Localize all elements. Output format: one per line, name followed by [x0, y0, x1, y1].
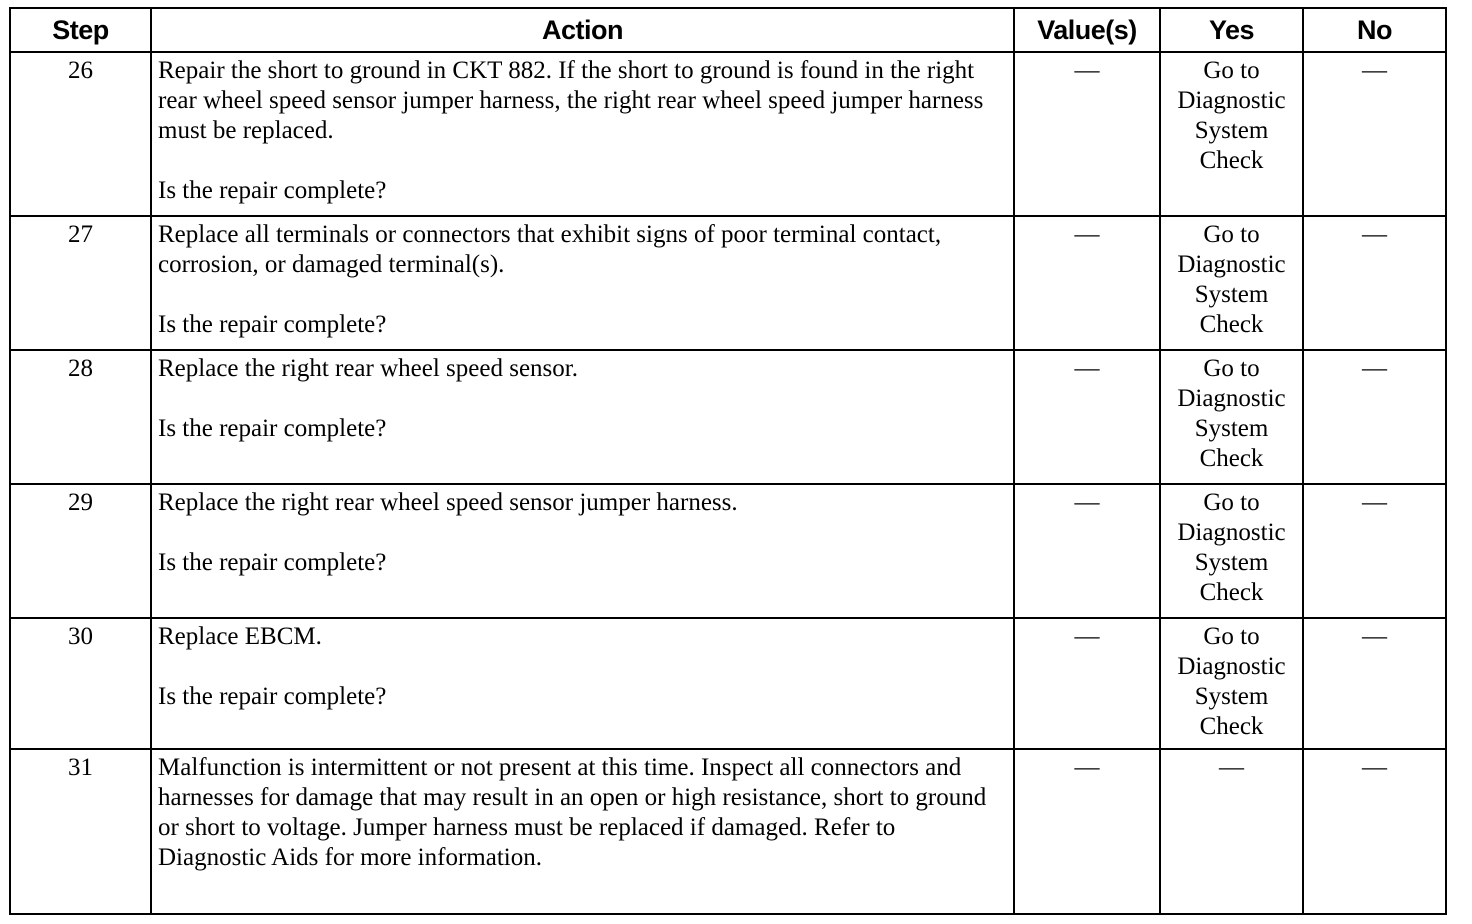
yes-line: Check — [1199, 445, 1264, 472]
yes-line: Diagnostic — [1177, 653, 1286, 680]
action-text: Replace the right rear wheel speed sensor jumper harness. — [158, 489, 738, 516]
action-text: Malfunction is intermittent or not present at this time. Inspect all connectors and harnesses for damage that may result in an open or high resistance, short to ground or short to voltage. Jumper harness must be replaced if damaged. Refer to Diagnostic Aids for more information. — [158, 754, 987, 871]
step-number: 31 — [10, 749, 151, 914]
header-action: Action — [151, 8, 1014, 52]
action-cell — [151, 350, 1014, 484]
no-cell: — — [1303, 216, 1446, 350]
action-text: Replace EBCM. — [158, 623, 322, 650]
value-cell: — — [1014, 484, 1160, 618]
yes-line: Go to — [1203, 489, 1260, 516]
value-cell: — — [1014, 749, 1160, 914]
yes-line: System — [1194, 415, 1269, 442]
yes-cell — [1160, 216, 1303, 350]
action-question: Is the repair complete? — [158, 549, 387, 576]
action-cell — [151, 484, 1014, 618]
table-row — [10, 52, 1446, 216]
no-cell: — — [1303, 350, 1446, 484]
step-number: 27 — [10, 216, 151, 350]
step-number: 29 — [10, 484, 151, 618]
yes-line: Diagnostic — [1177, 385, 1286, 412]
value-cell: — — [1014, 618, 1160, 749]
no-cell: — — [1303, 749, 1446, 914]
yes-line: Diagnostic — [1177, 519, 1286, 546]
yes-line: Go to — [1203, 355, 1260, 382]
diagnostic-table — [9, 7, 1447, 915]
header-step: Step — [10, 8, 151, 52]
yes-line: Diagnostic — [1177, 87, 1286, 114]
yes-line: Check — [1199, 713, 1264, 740]
no-cell: — — [1303, 52, 1446, 216]
yes-cell — [1160, 350, 1303, 484]
header-no: No — [1303, 8, 1446, 52]
yes-cell — [1160, 749, 1303, 914]
action-cell — [151, 749, 1014, 914]
yes-line: Check — [1199, 147, 1264, 174]
yes-line: Check — [1199, 311, 1264, 338]
yes-line: Diagnostic — [1177, 251, 1286, 278]
value-cell: — — [1014, 350, 1160, 484]
step-number: 26 — [10, 52, 151, 216]
no-cell: — — [1303, 484, 1446, 618]
action-text: Replace all terminals or connectors that exhibit signs of poor terminal contact, corrosion, or damaged terminal(s). — [158, 221, 942, 278]
yes-line: System — [1194, 117, 1269, 144]
yes-cell — [1160, 484, 1303, 618]
step-number: 28 — [10, 350, 151, 484]
yes-line: System — [1194, 683, 1269, 710]
action-text: Replace the right rear wheel speed sensor. — [158, 355, 578, 382]
action-question: Is the repair complete? — [158, 311, 387, 338]
yes-line: System — [1194, 549, 1269, 576]
table-row — [10, 216, 1446, 350]
yes-line: Go to — [1203, 221, 1260, 248]
value-cell: — — [1014, 52, 1160, 216]
yes-cell — [1160, 618, 1303, 749]
action-cell — [151, 52, 1014, 216]
yes-line: System — [1194, 281, 1269, 308]
action-question: Is the repair complete? — [158, 415, 387, 442]
table-row — [10, 618, 1446, 749]
value-cell: — — [1014, 216, 1160, 350]
yes-cell — [1160, 52, 1303, 216]
step-number: 30 — [10, 618, 151, 749]
yes-line: — — [1219, 754, 1244, 781]
table-header-row — [10, 8, 1446, 52]
yes-line: Check — [1199, 579, 1264, 606]
no-cell: — — [1303, 618, 1446, 749]
action-question: Is the repair complete? — [158, 177, 387, 204]
action-text: Repair the short to ground in CKT 882. If the short to ground is found in the right rear wheel speed sensor jumper harness, the right rear wheel speed jumper harness must be replaced. — [158, 57, 984, 144]
yes-line: Go to — [1203, 623, 1260, 650]
table-row — [10, 350, 1446, 484]
action-question: Is the repair complete? — [158, 683, 387, 710]
header-yes: Yes — [1160, 8, 1303, 52]
action-cell — [151, 216, 1014, 350]
header-values: Value(s) — [1014, 8, 1160, 52]
table-row — [10, 749, 1446, 914]
action-cell — [151, 618, 1014, 749]
yes-line: Go to — [1203, 57, 1260, 84]
table-row — [10, 484, 1446, 618]
